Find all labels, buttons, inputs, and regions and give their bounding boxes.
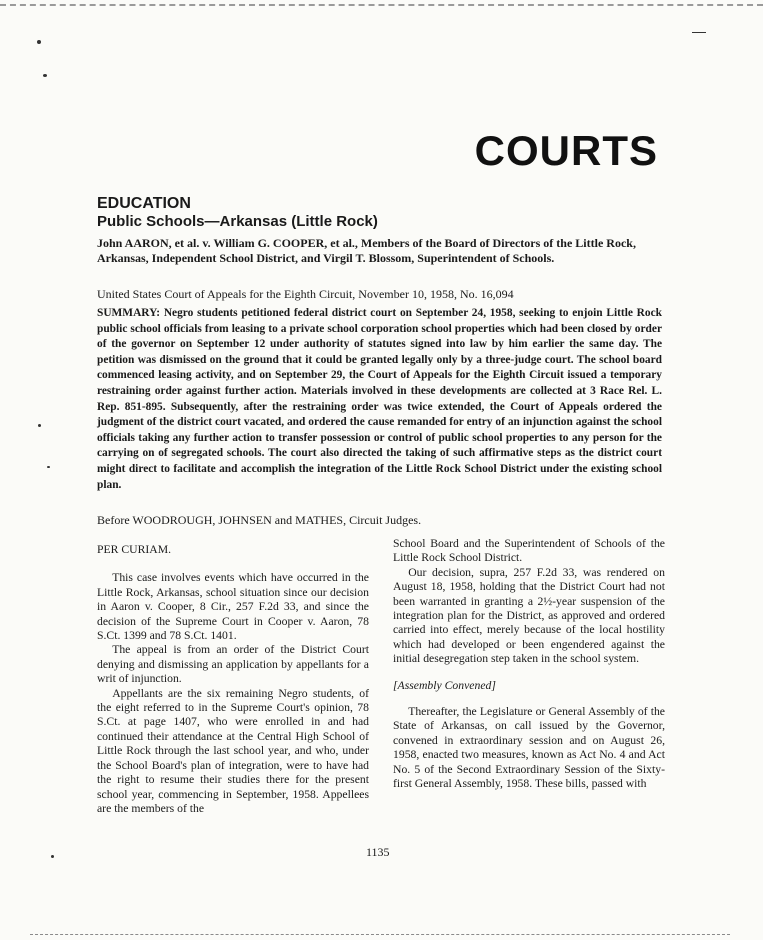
scan-speck xyxy=(692,32,706,33)
scan-speck xyxy=(37,40,41,44)
opinion-right-column xyxy=(393,537,665,792)
per-curiam-heading: PER CURIAM. xyxy=(97,543,172,556)
scan-speck xyxy=(38,424,41,427)
opinion-paragraph: Our decision, supra, 257 F.2d 33, was rendered on August 18, 1958, holding that the District Court had not been warranted in granting a 2½-year suspension of the integration plan for the District, as approved and ordered carried into effect, merely because of the local hostility which had developed or been engendered against the initial desegregation step taken in the school system. xyxy=(393,565,665,666)
scan-speck xyxy=(43,74,47,77)
court-citation: United States Court of Appeals for the Eighth Circuit, November 10, 1958, No. 16,094 xyxy=(97,287,514,301)
scan-speck xyxy=(47,466,50,468)
scan-speck xyxy=(51,855,54,858)
opinion-paragraph: Thereafter, the Legislature or General Assembly of the State of Arkansas, on call issued by the Governor, convened in extraordinary session and on August 26, 1958, enacted two measures, known as Act No. 4 and Act No. 5 of the Second Extraordinary Session of the Sixty-first General Assembly, 1958. These bills, passed with xyxy=(393,705,665,791)
bottom-scan-border xyxy=(30,934,730,935)
opinion-left-column xyxy=(97,537,369,816)
courts-banner: COURTS xyxy=(474,127,658,174)
top-scan-border xyxy=(0,4,763,6)
case-summary: SUMMARY: Negro students petitioned federal district court on September 24, 1958, seeking to enjoin Little Rock public school officials from leasing to a private school corporation school properties which had been closed by order of the governor on September 12 under authority of statutes signed into law by him earlier the same day. The petition was dismissed on the ground that it could be granted legally only by a three-judge court. The school board commenced leasing activity, and on September 29, the Court of Appeals for the Eighth Circuit issued a temporary restraining order against further action. Materials involved in these developments are collected at 3 Race Rel. L. Rep. 851-895. Subsequently, after the restraining order was twice extended, the Court of Appeals ordered the judgment of the district court vacated, and ordered the cause remanded for entry of an injunction against the school officials taking any further action to transfer possession or control of public school properties to any person for the carrying on of segregated schools. The court also directed the taking of such affirmative steps as the district court might direct to facilitate and accomplish the integration of the Little Rock School District under the existing school plan. xyxy=(97,307,662,491)
section-title: EDUCATION xyxy=(97,195,191,212)
opinion-paragraph: This case involves events which have occurred in the Little Rock, Arkansas, school situation since our decision in Aaron v. Cooper, 8 Cir., 257 F.2d 33, and since the decision of the Supreme Court in Cooper v. Aaron, 78 S.Ct. 1399 and 78 S.Ct. 1401. xyxy=(97,571,369,643)
page-number: 1135 xyxy=(366,845,390,859)
assembly-convened-heading: [Assembly Convened] xyxy=(393,678,496,692)
opinion-paragraph: Appellants are the six remaining Negro students, of the eight referred to in the Supreme Court's opinion, 78 S.Ct. at page 1407, who were enrolled in and had continued their attendance at the Central High School of Little Rock through the last school year, and who, under the School Board's plan of integration, were to have had the right to resume their studies there for the present school year, commencing in September, 1958. Appellees are the members of the xyxy=(97,686,369,815)
case-caption: John AARON, et al. v. William G. COOPER, et al., Members of the Board of Directors of the Little Rock, Arkansas, Independent School District, and Virgil T. Blossom, Superintendent of Schools. xyxy=(97,236,636,265)
opinion-paragraph: School Board and the Superintendent of Schools of the Little Rock School District. xyxy=(393,537,665,565)
subsection-title: Public Schools—Arkansas (Little Rock) xyxy=(97,213,378,230)
opinion-paragraph: The appeal is from an order of the District Court denying and dismissing an application by appellants for a writ of injunction. xyxy=(97,643,369,686)
judges-line: Before WOODROUGH, JOHNSEN and MATHES, Circuit Judges. xyxy=(97,513,422,527)
